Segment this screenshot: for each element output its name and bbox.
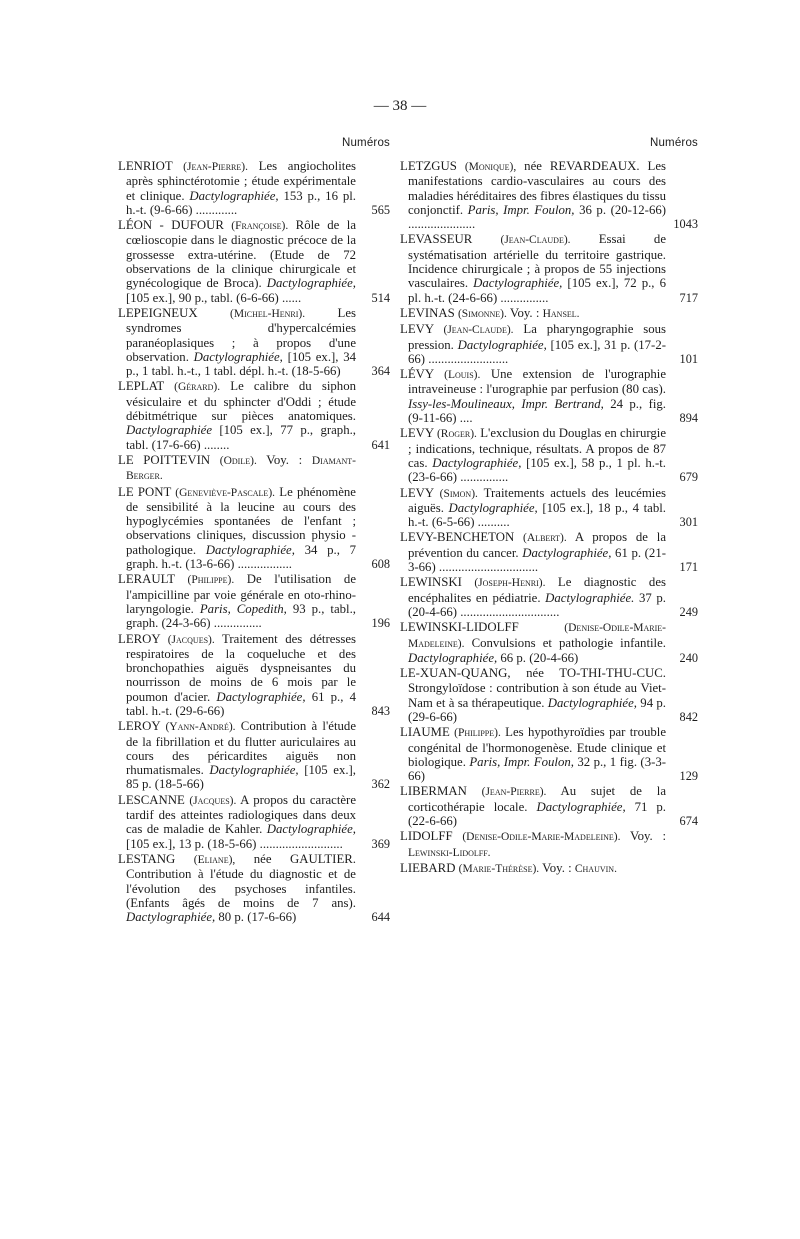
entry-author-firstname: (Jean-Pierre). [183, 161, 248, 173]
bibliography-entry [400, 367, 698, 426]
entry-title: née TO-THI-THU-CUC. Strongyloïdose : contribution à son étude au Viet-Nam et à sa thérapeutique. [408, 666, 666, 710]
entry-title: Voy. : [506, 305, 543, 320]
entry-details: Diamant-Berger. [126, 454, 356, 483]
entry-details: [105 ex.], 77 p., graph., tabl. (17-6-66) ........ [126, 423, 356, 452]
entry-author-firstname: (Denise-Odile-Marie-Madeleine). [462, 831, 621, 844]
entry-publication: Dactylographiée, [547, 695, 637, 710]
entry-title: Convulsions et pathologie infantile. [464, 635, 666, 650]
entry-publication: Paris, Impr. Foulon, [467, 202, 575, 217]
entry-author-surname: LERAULT [118, 572, 175, 587]
entry-title: De l'utilisation de l'ampicilline par voie générale en oto-rhino-laryngologie. [126, 572, 356, 616]
entry-details: 61 p. (21-3-66) ............................... [408, 545, 666, 575]
entry-title: Le diagnostic des encéphalites en pédiatrie. [408, 575, 666, 605]
entry-number: 364 [371, 364, 390, 379]
bibliography-entry [118, 453, 390, 484]
entry-details: 94 p. (29-6-66) [408, 695, 666, 724]
page-number: — 38 — [373, 98, 427, 114]
entry-details: 32 p., 1 fig. (3-3-66) [408, 754, 667, 784]
entry-title: Au sujet de la corticothérapie locale. [408, 784, 666, 814]
entry-details: 24 p., fig. (9-11-66) .... [408, 396, 666, 426]
entry-author-surname: LEWINSKI-LIDOLFF [400, 620, 519, 635]
entry-author-firstname: (Odile). [219, 454, 257, 467]
entry-number: 674 [679, 814, 698, 829]
entry-publication: Dactylographiée, [536, 799, 626, 814]
entry-author-firstname: (Louis). [444, 369, 481, 382]
entry-author-surname: LENRIOT [118, 159, 173, 173]
entry-title: Traitement des détresses respiratoires de la coqueluche et des bronchopathies aiguës dyspneisantes du nourrisson de moins de 6 mois par le poumon d'acier. [126, 631, 357, 704]
entry-details: [105 ex.], 31 p. (17-2-66) ......................... [408, 337, 666, 366]
bibliography-entry [400, 620, 698, 665]
entry-author-firstname: (Geneviève-Pascale). [175, 486, 276, 499]
entry-details: [105 ex.], 85 p. (18-5-66) [126, 763, 356, 792]
entry-author-surname: LEWINSKI [400, 575, 462, 590]
entry-author-firstname: (Simonne). [457, 307, 507, 320]
entry-number: 196 [371, 616, 390, 631]
entry-number: 171 [679, 560, 698, 575]
bibliography-entry [118, 719, 390, 791]
entry-number: 608 [371, 557, 390, 572]
entry-number: 894 [679, 411, 698, 426]
entry-details: 93 p., tabl., graph. (24-3-66) ............... [126, 601, 357, 631]
entry-publication: Issy-les-Moulineaux, Impr. Bertrand, [408, 396, 604, 411]
entry-publication: Dactylographiée. [545, 590, 635, 605]
entry-publication: Paris, Copedith, [199, 601, 287, 616]
bibliography-entry [400, 426, 698, 485]
entry-publication: Dactylographiée, [473, 276, 563, 291]
entry-author-firstname: (Marie-Thérèse). [458, 862, 540, 875]
entry-author-firstname: (Michel-Henri). [230, 307, 306, 320]
column-header-right: Numéros [649, 137, 698, 149]
entry-author-firstname: (Simon). [439, 487, 478, 500]
entry-details: 61 p., 4 tabl. h.-t. (29-6-66) [126, 689, 356, 718]
bibliography-entry [118, 572, 390, 630]
bibliography-entry [400, 306, 692, 321]
entry-publication: Paris, Impr. Foulon, [469, 754, 574, 769]
entry-title: Rôle de la cœlioscopie dans le diagnostic précoce de la grossesse extra-utérine. (Etude de 72 observations de la clinique chirurgicale et gynécologique de Broca). [126, 218, 356, 291]
entry-author-firstname: (Joseph-Henri). [474, 577, 546, 590]
bibliography-entry [118, 485, 390, 572]
entry-author-surname: LÉON - DUFOUR [118, 218, 224, 233]
bibliography-entry [118, 306, 390, 378]
entry-title: Contribution à l'étude de la fibrillation et du flutter auriculaires au cours des péricardites aiguës non rhumatismales. [126, 719, 356, 778]
entry-number: 565 [371, 202, 390, 217]
entry-publication: Dactylographiée, [189, 188, 279, 203]
bibliography-entry [400, 530, 698, 575]
entry-author-firstname: (Monique), [464, 161, 517, 173]
entry-details: [105 ex.], 34 p., 1 tabl. h.-t., 1 tabl. dépl. h.-t. (18-5-66) [126, 349, 357, 379]
entry-author-firstname: (Jean-Claude). [443, 324, 514, 337]
entry-title: Voy. : [256, 452, 312, 467]
entry-author-surname: LESTANG [118, 851, 176, 866]
entry-author-surname: LEVINAS [400, 305, 455, 320]
entry-author-surname: LESCANNE [118, 792, 185, 807]
entry-publication: Dactylographiée, [126, 910, 216, 925]
entry-details: 71 p. (22-6-66) [408, 799, 667, 829]
bibliography-entry [118, 379, 390, 451]
entry-details: 153 p., 16 pl. h.-t. (9-6-66) ............. [126, 188, 356, 217]
entry-author-firstname: (Philippe). [454, 727, 501, 740]
entry-author-surname: LEVY-BENCHETON [400, 530, 515, 545]
bibliography-entry [118, 793, 390, 851]
entry-number: 101 [679, 351, 698, 366]
entry-details: 80 p. (17-6-66) [215, 910, 297, 925]
entry-title: A propos du caractère tardif des atteintes radiologiques dans deux cas de maladie de Kahler. [126, 792, 356, 837]
entry-title: Traitements actuels des leucémies aiguës. [408, 485, 667, 515]
entry-number: 301 [679, 515, 698, 530]
entry-details: [105 ex.], 18 p., 4 tabl. h.-t. (6-5-66) .......... [408, 500, 666, 530]
entry-publication: Dactylographiée, [266, 276, 356, 291]
entry-number: 362 [371, 777, 390, 792]
entry-author-firstname: (Eliane), [193, 853, 236, 866]
entry-number: 644 [371, 910, 390, 925]
entry-author-firstname: (Jacques). [189, 794, 237, 807]
entry-author-surname: LETZGUS [400, 159, 457, 173]
entry-title: La pharyngographie sous pression. [408, 322, 666, 352]
entry-author-firstname: (Denise-Odile-Marie-Madeleine). [408, 622, 666, 650]
entry-author-firstname: (Albert). [523, 532, 567, 545]
entry-details: [105 ex.], 72 p., 6 pl. h.-t. (24-6-66) ............... [408, 276, 666, 305]
entry-title: Les hypothyroïdies par trouble congénital de l'hormonogenèse. Etude clinique et biologique. [408, 725, 667, 769]
entry-details: [105 ex.], 58 p., 1 pl. h.-t. (23-6-66) ............... [408, 455, 666, 485]
entry-author-firstname: (Philippe). [187, 574, 235, 587]
entry-author-surname: LEROY [118, 719, 161, 734]
entry-title: Le phénomène de sensibilité à la leucine au cours des hypoglycémies spontanées de l'enfant ; observations cliniques, discussion physio - pathologique. [126, 484, 356, 557]
entry-title: Les syndromes d'hypercalcémies paranéoplasiques ; à propos d'une observation. [126, 305, 356, 364]
bibliography-entry [118, 852, 390, 924]
entry-number: 249 [679, 604, 698, 619]
bibliography-entry [400, 725, 698, 784]
bibliography-entry [118, 218, 390, 305]
entry-author-surname: LE POITTEVIN [118, 452, 211, 467]
entry-publication: Dactylographiée, [193, 349, 283, 364]
entry-author-surname: LEPLAT [118, 379, 164, 394]
entry-author-surname: LEVY [400, 426, 434, 441]
entry-author-surname: LIBERMAN [400, 784, 467, 799]
entry-author-surname: LE PONT [118, 484, 172, 499]
entry-details: 37 p. (20-4-66) ............................... [408, 590, 666, 619]
entry-publication: Dactylographiée, [522, 545, 612, 560]
entry-author-surname: LEPEIGNEUX [118, 305, 198, 320]
bibliography-entry [400, 666, 698, 724]
entry-publication: Dactylographiée, [266, 822, 356, 837]
entry-author-surname: LÉVY [400, 367, 434, 382]
right-column [400, 137, 698, 877]
entry-author-surname: LIAUME [400, 725, 450, 740]
entry-title: Les angiocholites après sphinctérotomie ; étude expérimentale et clinique. [126, 159, 357, 203]
bibliography-entry [400, 784, 698, 829]
entry-author-surname: LE-XUAN-QUANG, [400, 666, 511, 681]
column-header-left: Numéros [341, 137, 390, 149]
left-entries [118, 159, 390, 924]
entry-title: Essai de systématisation artérielle du territoire gastrique. Incidence chirurgicale ; à propos de 55 injections vasculaires. [408, 232, 666, 291]
bibliography-entry [400, 861, 692, 876]
entry-title: née REVARDEAUX. Les manifestations cardio-vasculaires au cours des maladies héréditaires des fibres élastiques du tissu conjonctif. [408, 159, 666, 217]
entry-details: 66 p. (20-4-66) [497, 650, 579, 665]
entry-number: 842 [679, 709, 698, 724]
bibliography-entry [400, 485, 698, 530]
entry-author-surname: LIEBARD [400, 860, 456, 875]
entry-title: née GAULTIER. Contribution à l'étude du diagnostic et de l'évolution des psychoses infantiles. (Enfants âgés de moins de 7 ans). [126, 851, 356, 910]
entry-number: 717 [679, 290, 698, 305]
entry-details: [105 ex.], 13 p. (18-5-66) .......................... [126, 836, 343, 851]
entry-author-surname: LIDOLFF [400, 829, 453, 844]
entry-publication: Dactylographiée [126, 423, 212, 438]
entry-author-surname: LEROY [118, 631, 161, 646]
entry-title: Une extension de l'urographie intraveineuse : l'urographie par perfusion (80 cas). [408, 367, 667, 397]
entry-author-firstname: (Roger). [436, 428, 477, 441]
entry-author-firstname: (Jean-Claude). [500, 234, 571, 247]
entry-author-surname: LEVY [400, 322, 434, 337]
entry-publication: Dactylographiée, [216, 689, 306, 704]
entry-details: 34 p., 7 graph. h.-t. (13-6-66) ................. [126, 542, 356, 572]
bibliography-entry [400, 159, 698, 232]
entry-title: Voy. : [539, 860, 575, 875]
entry-number: 641 [371, 437, 390, 452]
bibliography-entry [118, 632, 390, 719]
entry-author-firstname: (Gérard). [174, 381, 221, 394]
entry-publication: Dactylographiée, [448, 500, 538, 515]
entry-number: 1043 [673, 217, 698, 232]
entry-author-firstname: (Jean-Pierre). [481, 786, 547, 799]
entry-title: Voy. : [620, 829, 667, 844]
bibliography-entry [400, 575, 698, 619]
entry-number: 679 [679, 470, 698, 485]
entry-number: 514 [371, 290, 390, 305]
bibliography-entry [400, 829, 692, 860]
entry-publication: Dactylographiée, [457, 337, 547, 352]
entry-author-firstname: (Françoise). [231, 220, 289, 233]
entry-title: L'exclusion du Douglas en chirurgie ; indications, technique, résultats. A propos de 87 cas. [408, 426, 667, 470]
entry-title: A propos de la prévention du cancer. [408, 530, 666, 560]
bibliography-entry [400, 322, 698, 366]
entry-publication: Dactylographiée, [205, 542, 295, 557]
entry-number: 240 [679, 650, 698, 665]
entry-author-firstname: (Yann-André). [165, 721, 236, 734]
right-entries [400, 159, 698, 876]
entry-publication: Dactylographiée, [408, 650, 498, 665]
entry-details: Chauvin. [574, 862, 617, 875]
entry-author-surname: LEVASSEUR [400, 232, 473, 247]
bibliography-entry [118, 159, 390, 217]
entry-author-surname: LEVY [400, 485, 434, 500]
entry-details: 36 p. (20-12-66) ..................... [408, 202, 667, 232]
entry-publication: Dactylographiée, [432, 455, 522, 470]
entry-details: Hansel. [542, 307, 580, 320]
entry-details: [105 ex.], 90 p., tabl. (6-6-66) ...... [126, 290, 302, 305]
entry-number: 369 [371, 836, 390, 851]
entry-details: Lewinski-Lidolff. [408, 846, 491, 859]
bibliography-entry [400, 232, 698, 305]
entry-number: 129 [679, 769, 698, 784]
entry-number: 843 [371, 703, 390, 718]
entry-publication: Dactylographiée, [209, 763, 299, 778]
entry-title: Le calibre du siphon vésiculaire et du sphincter d'Oddi ; étude débitmétrique sur pièces anatomiques. [126, 379, 357, 424]
entry-author-firstname: (Jacques). [167, 633, 215, 646]
left-column [118, 137, 390, 925]
